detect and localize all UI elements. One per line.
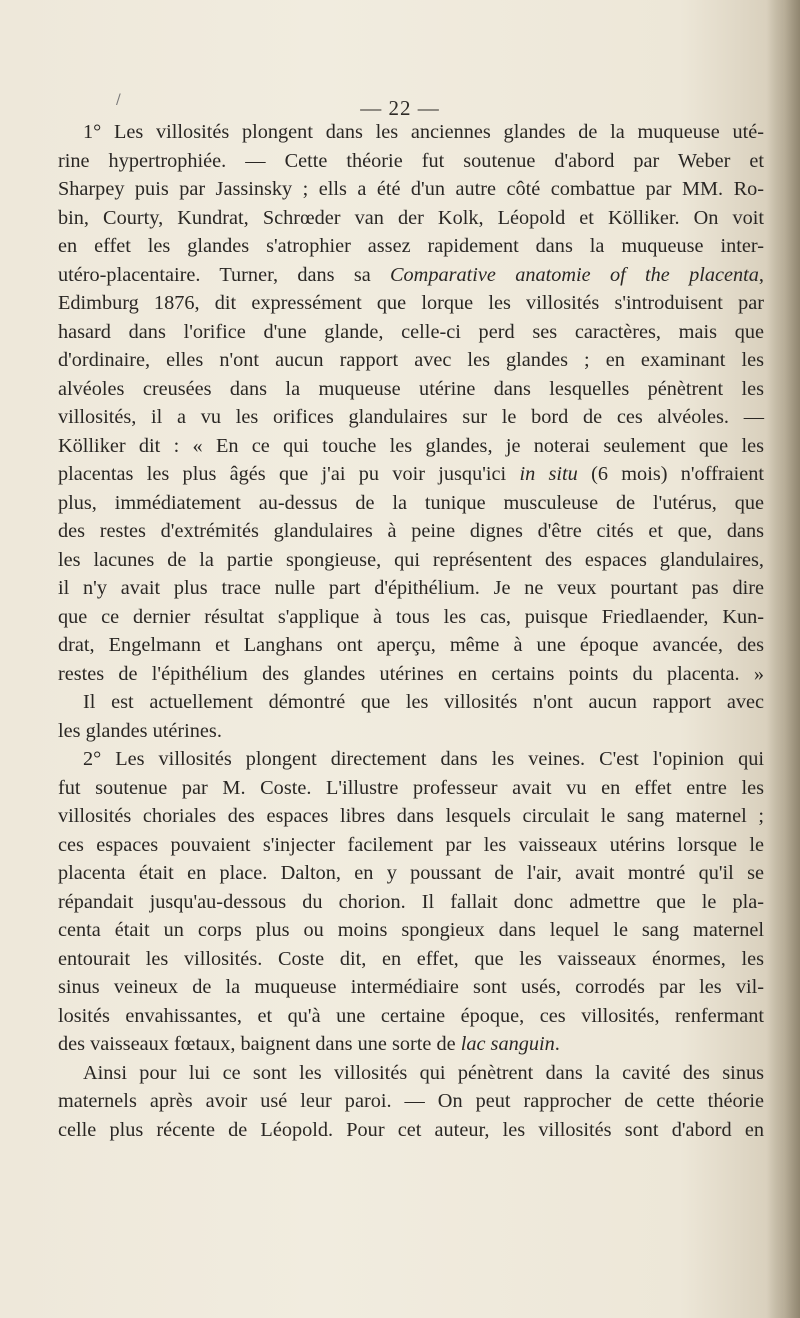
body-text xyxy=(58,118,764,1144)
text-segment: placentas les plus âgés que j'ai pu voir jusqu'ici xyxy=(58,463,520,485)
latin-phrase: in situ xyxy=(519,463,578,485)
text-line: hasard dans l'orifice d'une glande, celle-ci perd ses caractères, mais que xyxy=(58,320,764,343)
text-segment: des vaisseaux fœtaux, baignent dans une sorte de xyxy=(58,1033,461,1055)
text-line: les glandes utérines. xyxy=(58,719,222,742)
page-edge-shadow xyxy=(766,0,800,1318)
text-line: les lacunes de la partie spongieuse, qui représentent des espaces glandulaires, xyxy=(58,548,764,571)
text-line xyxy=(58,460,764,489)
text-line: Kölliker dit : « En ce qui touche les glandes, je noterai seulement que les xyxy=(58,434,764,457)
text-line: Il est actuellement démontré que les villosités n'ont aucun rapport avec xyxy=(83,691,764,713)
text-line: Sharpey puis par Jassinsky ; ells a été d'un autre côté combattue par MM. Ro- xyxy=(58,178,764,200)
latin-phrase: lac sanguin xyxy=(460,1033,555,1055)
stray-mark: / xyxy=(116,92,121,108)
text-line: bin, Courty, Kundrat, Schrœder van der Kolk, Léopold et Kölliker. On voit xyxy=(58,206,764,229)
text-line: drat, Engelmann et Langhans ont aperçu, même à une époque avancée, des xyxy=(58,634,764,656)
text-line: villosités, il a vu les orifices glandulaires sur le bord de ces alvéoles. — xyxy=(58,406,764,428)
text-line: d'ordinaire, elles n'ont aucun rapport avec les glandes ; en examinant les xyxy=(58,349,764,371)
text-segment: . xyxy=(554,1033,560,1055)
text-line: maternels après avoir usé leur paroi. — On peut rapprocher de cette théorie xyxy=(58,1090,764,1112)
text-line: il n'y avait plus trace nulle part d'épithélium. Je ne veux pourtant pas dire xyxy=(58,577,764,599)
page-number: — 22 — xyxy=(360,96,440,120)
text-line: 2° Les villosités plongent directement dans les veines. C'est l'opinion qui xyxy=(83,748,764,770)
text-line: Ainsi pour lui ce sont les villosités qui pénètrent dans la cavité des sinus xyxy=(83,1061,764,1084)
book-title: Comparative anatomie of the placenta xyxy=(390,263,759,286)
text-line: fut soutenue par M. Coste. L'illustre professeur avait vu en effet entre les xyxy=(58,776,764,799)
text-line: Edimburg 1876, dit expressément que lorque les villosités s'introduisent par xyxy=(58,292,764,314)
text-line: ces espaces pouvaient s'injecter facilement par les vaisseaux utérins lorsque le xyxy=(58,833,764,856)
text-line: répandait jusqu'au-dessous du chorion. Il fallait donc admettre que le pla- xyxy=(58,890,764,913)
text-line: que ce dernier résultat s'applique à tous les cas, puisque Friedlaender, Kun- xyxy=(58,605,764,628)
text-line: losités envahissantes, et qu'à une certaine époque, ces villosités, renfermant xyxy=(58,1004,764,1027)
text-line xyxy=(58,1030,764,1059)
text-line: villosités choriales des espaces libres dans lesquels circulait le sang maternel ; xyxy=(58,805,764,827)
text-segment: , xyxy=(758,263,764,286)
text-line: restes de l'épithélium des glandes utérines en certains points du placenta. » xyxy=(58,662,764,685)
text-line: celle plus récente de Léopold. Pour cet auteur, les villosités sont d'abord en xyxy=(58,1118,764,1141)
text-line: alvéoles creusées dans la muqueuse utérine dans lesquelles pénètrent les xyxy=(58,377,764,400)
text-line: en effet les glandes s'atrophier assez rapidement dans la muqueuse inter- xyxy=(58,235,764,257)
text-line: 1° Les villosités plongent dans les anciennes glandes de la muqueuse uté- xyxy=(83,121,764,143)
text-line: centa était un corps plus ou moins spongieux dans lequel le sang maternel xyxy=(58,919,764,941)
text-line: sinus veineux de la muqueuse intermédiaire sont usés, corrodés par les vil- xyxy=(58,976,764,998)
text-segment: utéro-placentaire. Turner, dans sa xyxy=(58,263,391,286)
text-line: entourait les villosités. Coste dit, en effet, que les vaisseaux énormes, les xyxy=(58,947,764,970)
text-segment: (6 mois) n'offraient xyxy=(577,463,765,485)
text-line: plus, immédiatement au-dessus de la tunique musculeuse de l'utérus, que xyxy=(58,491,764,514)
text-line: des restes d'extrémités glandulaires à peine dignes d'être cités et que, dans xyxy=(58,520,764,542)
text-line: placenta était en place. Dalton, en y poussant de l'air, avait montré qu'il se xyxy=(58,862,764,884)
text-line xyxy=(58,261,764,290)
text-line: rine hypertrophiée. — Cette théorie fut soutenue d'abord par Weber et xyxy=(58,149,764,172)
